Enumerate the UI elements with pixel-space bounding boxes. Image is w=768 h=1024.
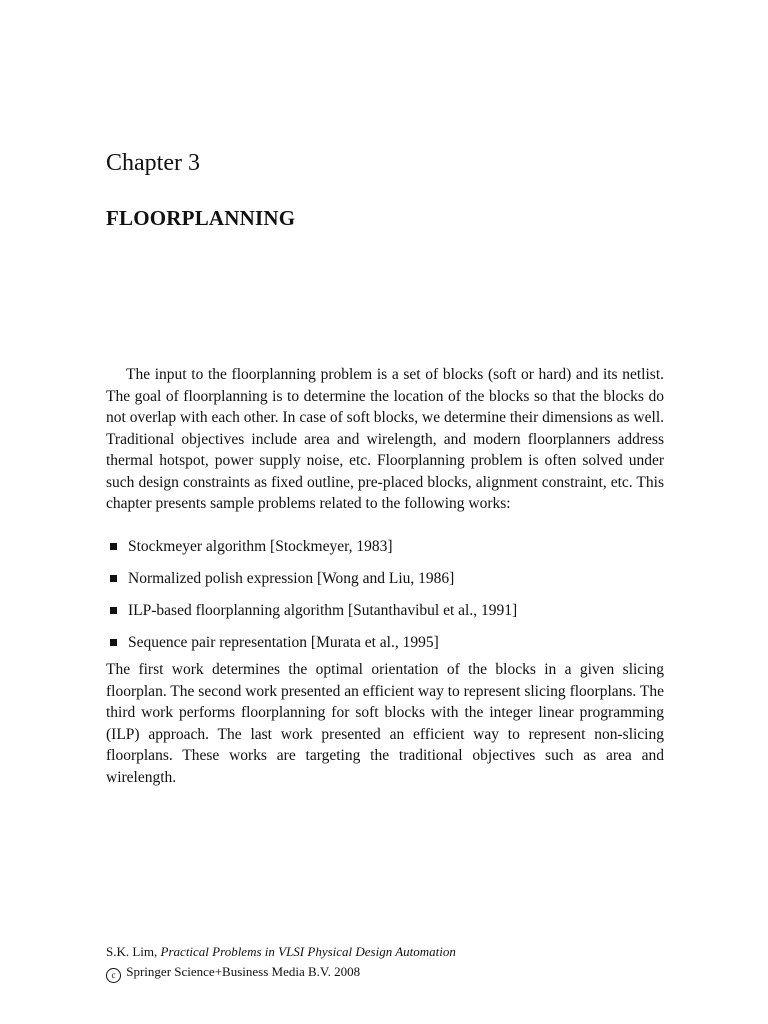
list-item <box>106 536 664 568</box>
square-bullet-icon <box>110 575 117 582</box>
list-item-text: Sequence pair representation [Murata et al., 1995] <box>128 634 439 651</box>
list-item-text: ILP-based floorplanning algorithm [Sutanthavibul et al., 1991] <box>128 602 518 619</box>
footer-book-title: Practical Problems in VLSI Physical Design Automation <box>160 944 456 959</box>
chapter-title: FLOORPLANNING <box>106 206 296 230</box>
square-bullet-icon <box>110 543 117 550</box>
citation-line <box>106 942 456 962</box>
works-list <box>106 536 664 664</box>
list-item-text: Normalized polish expression [Wong and Liu, 1986] <box>128 570 455 587</box>
list-item-text: Stockmeyer algorithm [Stockmeyer, 1983] <box>128 538 393 555</box>
square-bullet-icon <box>110 607 117 614</box>
intro-paragraph: The input to the floorplanning problem is a set of blocks (soft or hard) and its netlist. The goal of floorplanning is to determine the location of the blocks so that the blocks do not overlap with each other. In case of soft blocks, we determine their dimensions as well. Traditional objectives include area and wirelength, and modern floorplanners address thermal hotspot, power supply noise, etc. Floorplanning problem is often solved under such design constraints as fixed outline, pre-placed blocks, alignment constraint, etc. This chapter presents sample problems related to the following works: <box>106 366 664 512</box>
outro-paragraph: The first work determines the optimal orientation of the blocks in a given slicing floorplan. The second work presented an efficient way to represent slicing floorplans. The third work performs floorplanning for soft blocks with the integer linear programming (ILP) approach. The last work presented an efficient way to represent non-slicing floorplans. These works are targeting the traditional objectives such as area and wirelength. <box>106 661 664 786</box>
copyright-line <box>106 962 456 983</box>
list-item <box>106 600 664 632</box>
chapter-number: Chapter 3 <box>106 150 200 176</box>
footer-copyright: Springer Science+Business Media B.V. 2008 <box>126 964 361 979</box>
square-bullet-icon <box>110 639 117 646</box>
copyright-icon: c <box>106 968 121 983</box>
footer-author: S.K. Lim, <box>106 944 158 959</box>
list-item <box>106 568 664 600</box>
page-footer <box>106 942 456 983</box>
